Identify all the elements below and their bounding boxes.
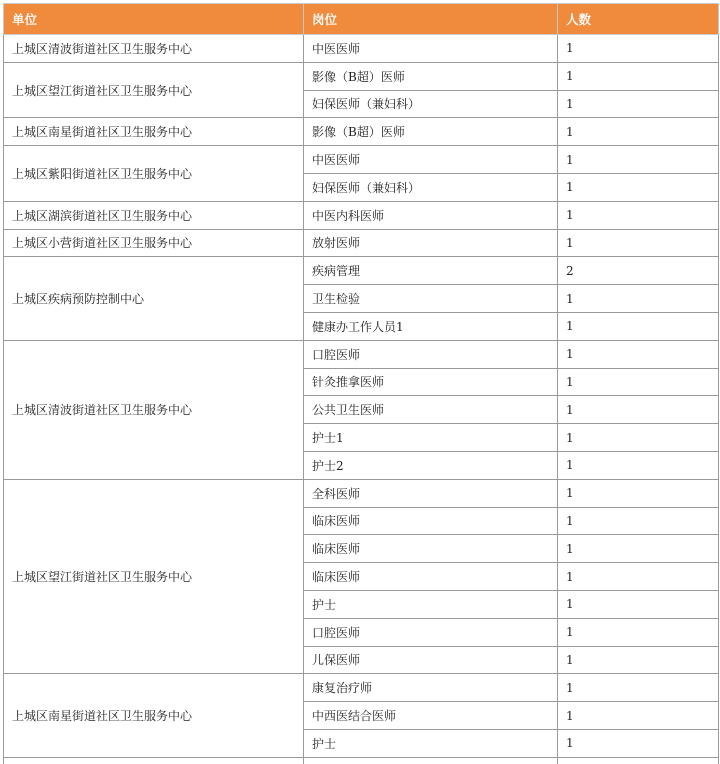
table-row [4,479,719,507]
cell-count: 1 [558,146,719,174]
table-row [4,146,719,174]
cell-count: 1 [558,590,719,618]
cell-count: 1 [558,285,719,313]
cell-count: 1 [558,90,719,118]
cell-count: 1 [558,229,719,257]
cell-unit: 上城区湖滨街道社区卫生服务中心 [4,201,304,229]
cell-position: 影像（B超）医师 [304,118,558,146]
cell-count: 1 [558,729,719,757]
table-row [4,62,719,90]
recruitment-table [3,3,719,764]
cell-position: 全科医师 [304,479,558,507]
cell-position: 健康办工作人员1 [304,312,558,340]
cell-count: 1 [558,396,719,424]
cell-count: 1 [558,118,719,146]
cell-count: 1 [558,340,719,368]
table-row [4,201,719,229]
cell-position: 临床医师 [304,563,558,591]
header-unit: 单位 [4,4,304,35]
cell-position: 针灸推拿医师 [304,368,558,396]
cell-unit: 上城区小营街道社区卫生服务中心 [4,229,304,257]
cell-position: 公共卫生医师 [304,396,558,424]
cell-position: 护士 [304,590,558,618]
table-header-row [4,4,719,35]
cell-position: 卫生检验 [304,285,558,313]
cell-position: 中医医师 [304,146,558,174]
cell-unit: 上城区清波街道社区卫生服务中心 [4,35,304,63]
cell-position: 口腔医师 [304,340,558,368]
cell-count: 1 [558,646,719,674]
cell-count: 1 [558,563,719,591]
cell-position: 中医医师 [304,35,558,63]
table-row [4,118,719,146]
recruitment-table-container [3,3,718,764]
cell-count: 1 [558,535,719,563]
table-row [4,257,719,285]
cell-position: 妇保医师（兼妇科） [304,90,558,118]
cell-position: 放射医师 [304,229,558,257]
cell-unit: 上城区疾病预防控制中心 [4,257,304,340]
cell-position: 影像（B超）医师 [304,62,558,90]
cell-unit: 上城区清波街道社区卫生服务中心 [4,340,304,479]
table-row [4,229,719,257]
table-row [4,35,719,63]
cell-position: 口腔医师 [304,618,558,646]
table-row [4,674,719,702]
cell-position: 护士2 [304,451,558,479]
cell-unit: 上城区南星街道社区卫生服务中心 [4,674,304,757]
cell-unit: 上城区紫阳街道社区卫生服务中心 [4,146,304,202]
cell-position: 康复治疗师 [304,674,558,702]
cell-count: 1 [558,201,719,229]
cell-unit: 上城区望江街道社区卫生服务中心 [4,62,304,118]
cell-position: 临床医师 [304,535,558,563]
cell-count: 1 [558,618,719,646]
cell-count: 1 [558,368,719,396]
cell-count: 1 [558,312,719,340]
cell-unit: 上城区望江街道社区卫生服务中心 [4,479,304,674]
cell-position: 疾病管理 [304,257,558,285]
cell-position: 中医内科医师 [304,201,558,229]
cell-position: 护士1 [304,424,558,452]
cell-count: 1 [558,674,719,702]
cell-count: 1 [558,424,719,452]
cell-count: 1 [558,451,719,479]
cell-count: 1 [558,173,719,201]
cell-count: 1 [558,62,719,90]
cell-count: 1 [558,35,719,63]
cell-count: 1 [558,507,719,535]
cell-cutoff [558,757,719,764]
table-body [4,35,719,764]
header-position: 岗位 [304,4,558,35]
table-row-cutoff [4,757,719,764]
cell-position: 妇保医师（兼妇科） [304,173,558,201]
cell-count: 2 [558,257,719,285]
cell-position: 中西医结合医师 [304,702,558,730]
cell-position: 护士 [304,729,558,757]
cell-position: 儿保医师 [304,646,558,674]
header-count: 人数 [558,4,719,35]
cell-unit: 上城区南星街道社区卫生服务中心 [4,118,304,146]
cell-count: 1 [558,702,719,730]
cell-cutoff [304,757,558,764]
cell-cutoff [4,757,304,764]
table-row [4,340,719,368]
cell-count: 1 [558,479,719,507]
cell-position: 临床医师 [304,507,558,535]
